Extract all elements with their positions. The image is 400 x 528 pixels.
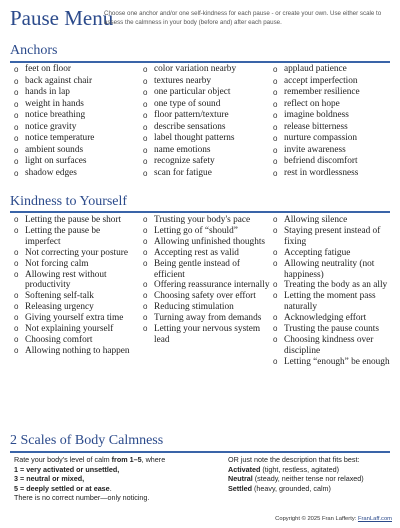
scales-heading: 2 Scales of Body Calmness [10,433,164,448]
kindness-list-1 [12,215,136,357]
anchors-list-2 [141,64,271,179]
description-activated: Activated (tight, restless, agitated) [228,464,340,474]
list-item: o remember resilience [271,87,396,99]
list-item: o hands in lap [12,87,140,99]
rating-level-5: 5 = deeply settled or at ease. [14,483,112,493]
anchors-list-1 [12,64,140,179]
list-item: o Turning away from demands [141,313,271,324]
list-item: o Softening self-talk [12,291,136,302]
list-item: o Letting the pause be short [12,215,136,226]
list-item: o notice temperature [12,133,140,145]
scales-divider [10,451,390,453]
list-item: o Allowing unfinished thoughts [141,237,271,248]
list-item: o floor pattern/texture [141,110,271,122]
list-item: o name emotions [141,145,271,157]
list-item: o shadow edges [12,168,140,180]
list-item: o Treating the body as an ally [271,280,395,291]
list-item: o Releasing urgency [12,302,136,313]
list-item: o Offering reassurance internally [141,280,271,291]
list-item: o one particular object [141,87,271,99]
kindness-list-3 [271,215,395,368]
list-item: o Letting the moment pass naturally [271,291,395,313]
list-item: o light on surfaces [12,156,140,168]
anchors-divider [10,61,390,63]
list-item: o reflect on hope [271,99,396,111]
list-item: o label thought patterns [141,133,271,145]
kindness-list-2 [141,215,271,346]
list-item: o Allowing nothing to happen [12,346,136,357]
list-item: o Allowing silence [271,215,395,226]
anchors-list-3 [271,64,396,179]
list-item: o Allowing neutrality (not happiness) [271,259,395,281]
list-item: o Giving yourself extra time [12,313,136,324]
rating-level-1: 1 = very activated or unsettled, [14,464,120,474]
list-item: o ambient sounds [12,145,140,157]
list-item: o weight in hands [12,99,140,111]
list-item: o accept imperfection [271,76,396,88]
description-scale [228,455,396,493]
list-item: o Letting your nervous system lead [141,324,271,346]
list-item: o Letting go of “should” [141,226,271,237]
list-item: o rest in wordlessness [271,168,396,180]
list-item: o Not forcing calm [12,259,136,270]
list-item: o Letting the pause be imperfect [12,226,136,248]
description-intro: OR just note the description that fits best: [228,455,360,464]
rating-note: There is no correct number—only noticing. [14,493,150,503]
description-neutral: Neutral (steady, neither tense nor relaxed) [228,474,364,484]
list-item: o nurture compassion [271,133,396,145]
list-item: o one type of sound [141,99,271,111]
list-item: o applaud patience [271,64,396,76]
anchors-heading: Anchors [10,43,58,58]
list-item: o Staying present instead of fixing [271,226,395,248]
rating-scale [14,455,234,503]
list-item: o Choosing kindness over discipline [271,335,395,357]
list-item: o befriend discomfort [271,156,396,168]
rating-intro: Rate your body's level of calm from 1–5, where [14,455,166,464]
list-item: o color variation nearby [141,64,271,76]
list-item: o Trusting the pause counts [271,324,395,335]
list-item: o describe sensations [141,122,271,134]
list-item: o Allowing rest without productivity [12,270,136,292]
list-item: o Reducing stimulation [141,302,271,313]
list-item: o Letting “enough” be enough [271,357,395,368]
list-item: o Choosing comfort [12,335,136,346]
list-item: o feet on floor [12,64,140,76]
rating-level-3: 3 = neutral or mixed, [14,474,85,484]
list-item: o Acknowledging effort [271,313,395,324]
list-item: o back against chair [12,76,140,88]
description-settled: Settled (heavy, grounded, calm) [228,483,331,493]
list-item: o notice breathing [12,110,140,122]
intro-text: Choose one anchor and/or one self-kindness for each pause - or create your own. Use either scale to assess the calmness in your body (before and) after each pause. [104,10,382,27]
list-item: o Being gentle instead of efficient [141,259,271,281]
list-item: o textures nearby [141,76,271,88]
list-item: o Trusting your body's pace [141,215,271,226]
list-item: o scan for fatigue [141,168,271,180]
list-item: o invite awareness [271,145,396,157]
list-item: o imagine boldness [271,110,396,122]
list-item: o notice gravity [12,122,140,134]
kindness-divider [10,211,390,213]
copyright-footer: Copyright © 2025 Fran Lafferty: FranLaff.com [275,516,392,522]
list-item: o Accepting rest as valid [141,248,271,259]
page-title: Pause Menu [10,6,114,30]
list-item: o Not explaining yourself [12,324,136,335]
list-item: o release bitterness [271,122,396,134]
list-item: o Choosing safety over effort [141,291,271,302]
list-item: o Accepting fatigue [271,248,395,259]
kindness-heading: Kindness to Yourself [10,194,128,209]
list-item: o recognize safety [141,156,271,168]
list-item: o Not correcting your posture [12,248,136,259]
website-link[interactable]: FranLaff.com [357,516,392,522]
